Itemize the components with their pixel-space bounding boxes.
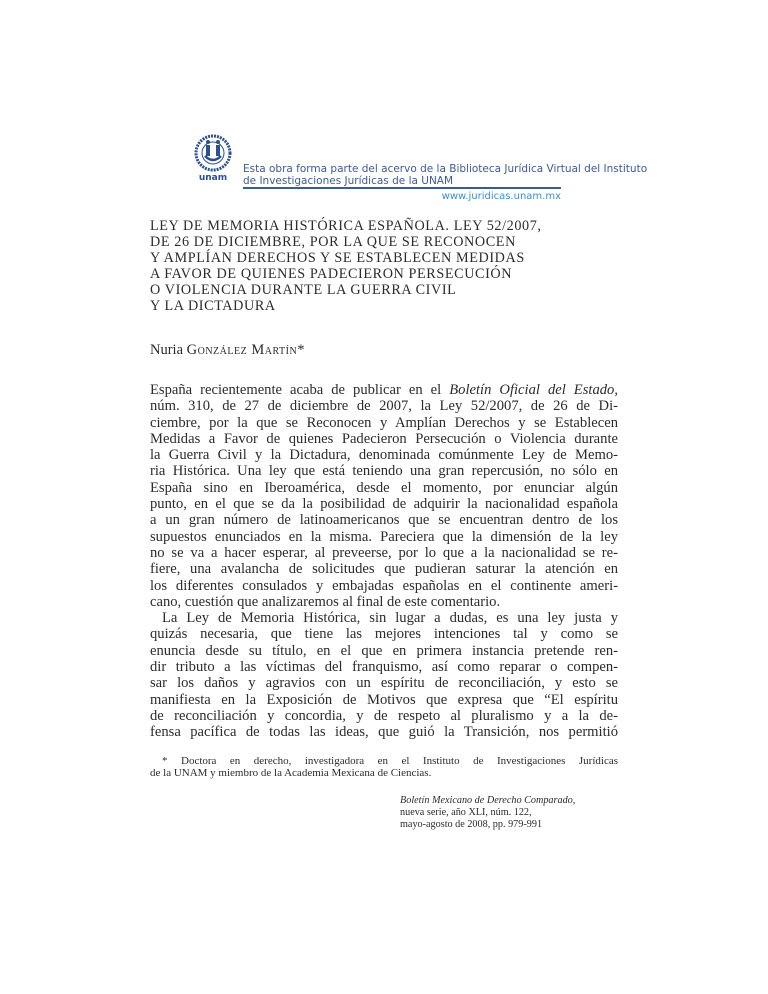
body-line: manifiesta en la Exposición de Motivos que expresa que “El espíritu bbox=[150, 691, 618, 708]
body-line: la Guerra Civil y la Dictadura, denominada comúnmente Ley de Memo- bbox=[150, 447, 618, 464]
body-line: fiere, una avalancha de solicitudes que pudieran saturar la atención en bbox=[150, 561, 618, 578]
unam-logo bbox=[192, 134, 234, 182]
body-line: no se va a hacer esperar, al preveerse, por lo que a la nacionalidad se re- bbox=[150, 544, 618, 561]
footnote-mark[interactable]: * bbox=[297, 342, 305, 358]
body-line: sar los daños y agravios con un espíritu de reconciliación, y esto se bbox=[150, 675, 618, 692]
body-line: dir tributo a las víctimas del franquismo, así como reparar o compen- bbox=[150, 659, 618, 676]
body-line: La Ley de Memoria Histórica, sin lugar a dudas, es una ley justa y bbox=[162, 610, 618, 627]
title-line: Y AMPLÍAN DERECHOS Y SE ESTABLECEN MEDIDAS bbox=[150, 250, 525, 266]
body-line: quizás necesaria, que tiene las mejores intenciones tal y como se bbox=[150, 626, 618, 643]
body-line: cano, cuestión que analizaremos al final de este comentario. bbox=[150, 593, 501, 610]
journal-name: Boletín Mexicano de Derecho Comparado bbox=[400, 795, 573, 806]
title-line: O VIOLENCIA DURANTE LA GUERRA CIVIL bbox=[150, 282, 457, 298]
body-line: los diferentes consulados y embajadas españolas en el continente ameri- bbox=[150, 577, 618, 594]
journal-citation: Boletín Mexicano de Derecho Comparado, nueva serie, año XLI, núm. 122, mayo-agosto de 2008, pp. 979-991 bbox=[400, 795, 576, 830]
footnote-line: * Doctora en derecho, investigadora en el Instituto de Investigaciones Jurídicas bbox=[162, 755, 618, 767]
body-line: supuestos enunciados en la misma. Pareciera que la dimensión de la ley bbox=[150, 528, 618, 545]
footnote bbox=[150, 756, 618, 779]
citation-issue: nueva serie, año XLI, núm. 122, bbox=[400, 807, 532, 818]
body-line: España sino en Iberoamérica, desde el momento, por enunciar algún bbox=[150, 479, 618, 496]
body-line: Medidas a Favor de quienes Padecieron Persecución o Violencia durante bbox=[150, 430, 618, 447]
body-line: ciembre, por la que se Reconocen y Amplían Derechos y se Establecen bbox=[150, 414, 618, 431]
body-line: ria Histórica. Una ley que está teniendo una gran repercusión, no sólo en bbox=[150, 463, 618, 480]
title-line: Y LA DICTADURA bbox=[150, 298, 276, 314]
gazette-name: Boletín Oficial del Estado bbox=[449, 382, 615, 398]
title-line: DE 26 DE DICIEMBRE, POR LA QUE SE RECONOCEN bbox=[150, 234, 516, 250]
title-line: LEY DE MEMORIA HISTÓRICA ESPAÑOLA. LEY 52/2007, bbox=[150, 218, 542, 234]
library-notice-line1: Esta obra forma parte del acervo de la Biblioteca Jurídica Virtual del Instituto bbox=[243, 163, 648, 175]
title-line: A FAVOR DE QUIENES PADECIERON PERSECUCIÓN bbox=[150, 266, 513, 282]
author-name bbox=[150, 342, 304, 359]
body-line: enuncia desde su título, en el que en primera instancia pretende ren- bbox=[150, 642, 618, 659]
footnote-line: de la UNAM y miembro de la Academia Mexicana de Ciencias. bbox=[150, 766, 432, 779]
citation-pages: mayo-agosto de 2008, pp. 979-991 bbox=[400, 819, 543, 830]
website-link[interactable]: www.juridicas.unam.mx bbox=[441, 191, 561, 202]
body-line: de reconciliación y concordia, y de respeto al pluralismo y a la de- bbox=[150, 707, 618, 724]
author-last: González Martín bbox=[186, 342, 298, 358]
body-line: núm. 310, de 27 de diciembre de 2007, la Ley 52/2007, de 26 de Di- bbox=[150, 398, 618, 415]
article-title bbox=[150, 218, 620, 314]
library-notice-line2: de Investigaciones Jurídicas de la UNAM bbox=[243, 175, 454, 187]
body-line: fensa pacífica de todas las ideas, que guió la Transición, nos permitió bbox=[150, 724, 618, 741]
body-line: España recientemente acaba de publicar en el Boletín Oficial del Estado, bbox=[150, 382, 619, 398]
author-first: Nuria bbox=[150, 342, 184, 358]
body-text bbox=[150, 382, 618, 741]
svg-text:unam: unam bbox=[198, 173, 228, 182]
header-divider bbox=[243, 187, 561, 189]
body-line: punto, en el que se da la posibilidad de adquirir la nacionalidad española bbox=[150, 496, 618, 513]
body-line: a un gran número de latinoamericanos que se encuentran dentro de los bbox=[150, 512, 618, 529]
